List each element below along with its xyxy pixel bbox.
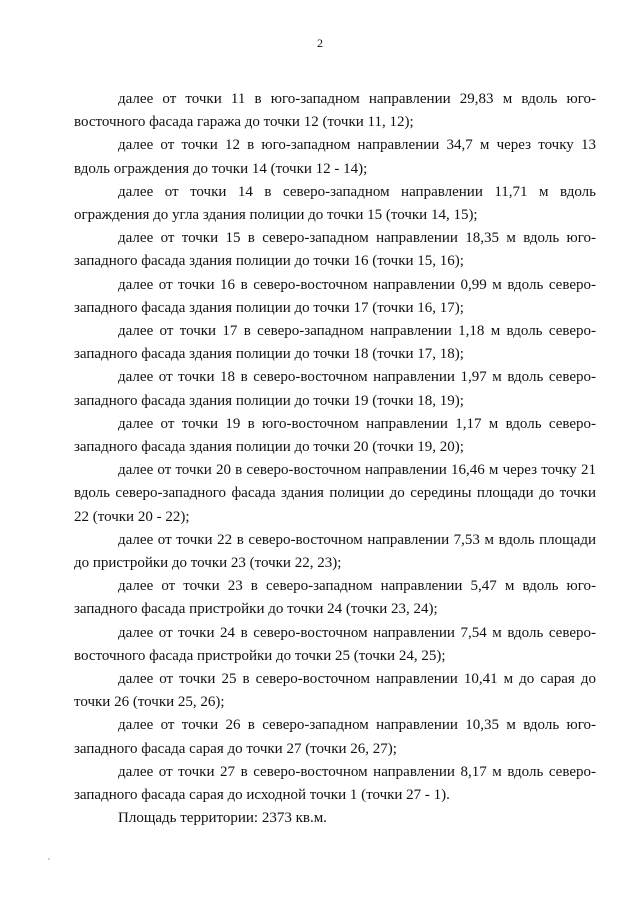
boundary-paragraph: далее от точки 18 в северо-восточном направлении 1,97 м вдоль северо-западного фасада здания полиции до точки 19 (точки 18, 19); <box>74 369 596 409</box>
boundary-paragraph: далее от точки 26 в северо-западном направлении 10,35 м вдоль юго-западного фасада сарая до точки 27 (точки 26, 27); <box>74 717 596 757</box>
boundary-paragraph: далее от точки 12 в юго-западном направлении 34,7 м через точку 13 вдоль ограждения до точки 14 (точки 12 - 14); <box>74 137 596 177</box>
scan-speck <box>48 858 50 860</box>
boundary-paragraph: далее от точки 15 в северо-западном направлении 18,35 м вдоль юго-западного фасада здания полиции до точки 16 (точки 15, 16); <box>74 230 596 270</box>
boundary-paragraph: далее от точки 17 в северо-западном направлении 1,18 м вдоль северо-западного фасада здания полиции до точки 18 (точки 17, 18); <box>74 323 596 363</box>
boundary-paragraph: далее от точки 23 в северо-западном направлении 5,47 м вдоль юго-западного фасада пристройки до точки 24 (точки 23, 24); <box>74 578 596 618</box>
boundary-paragraph: далее от точки 25 в северо-восточном направлении 10,41 м до сарая до точки 26 (точки 25, 26); <box>74 671 596 711</box>
boundary-paragraph: далее от точки 27 в северо-восточном направлении 8,17 м вдоль северо-западного фасада сарая до исходной точки 1 (точки 27 - 1). <box>74 763 596 804</box>
boundary-paragraph: далее от точки 19 в юго-восточном направлении 1,17 м вдоль северо-западного фасада здания полиции до точки 20 (точки 19, 20); <box>74 415 596 456</box>
boundary-paragraph: далее от точки 16 в северо-восточном направлении 0,99 м вдоль северо-западного фасада здания полиции до точки 17 (точки 16, 17); <box>74 276 596 316</box>
boundary-paragraph: далее от точки 14 в северо-западном направлении 11,71 м вдоль ограждения до угла здания полиции до точки 15 (точки 14, 15); <box>74 183 596 224</box>
document-body <box>74 88 596 831</box>
boundary-paragraph: далее от точки 24 в северо-восточном направлении 7,54 м вдоль северо-восточного фасада пристройки до точки 25 (точки 24, 25); <box>74 624 596 664</box>
boundary-paragraph: далее от точки 22 в северо-восточном направлении 7,53 м вдоль площади до пристройки до точки 23 (точки 22, 23); <box>74 531 596 572</box>
territory-area: Площадь территории: 2373 кв.м. <box>118 810 327 827</box>
boundary-paragraph: далее от точки 20 в северо-восточном направлении 16,46 м через точку 21 вдоль северо-западного фасада здания полиции до середины площади до точки 22 (точки 20 - 22); <box>74 462 596 525</box>
page-number: 2 <box>317 36 323 50</box>
boundary-paragraph: далее от точки 11 в юго-западном направлении 29,83 м вдоль юго-восточного фасада гаража до точки 12 (точки 11, 12); <box>74 91 596 131</box>
